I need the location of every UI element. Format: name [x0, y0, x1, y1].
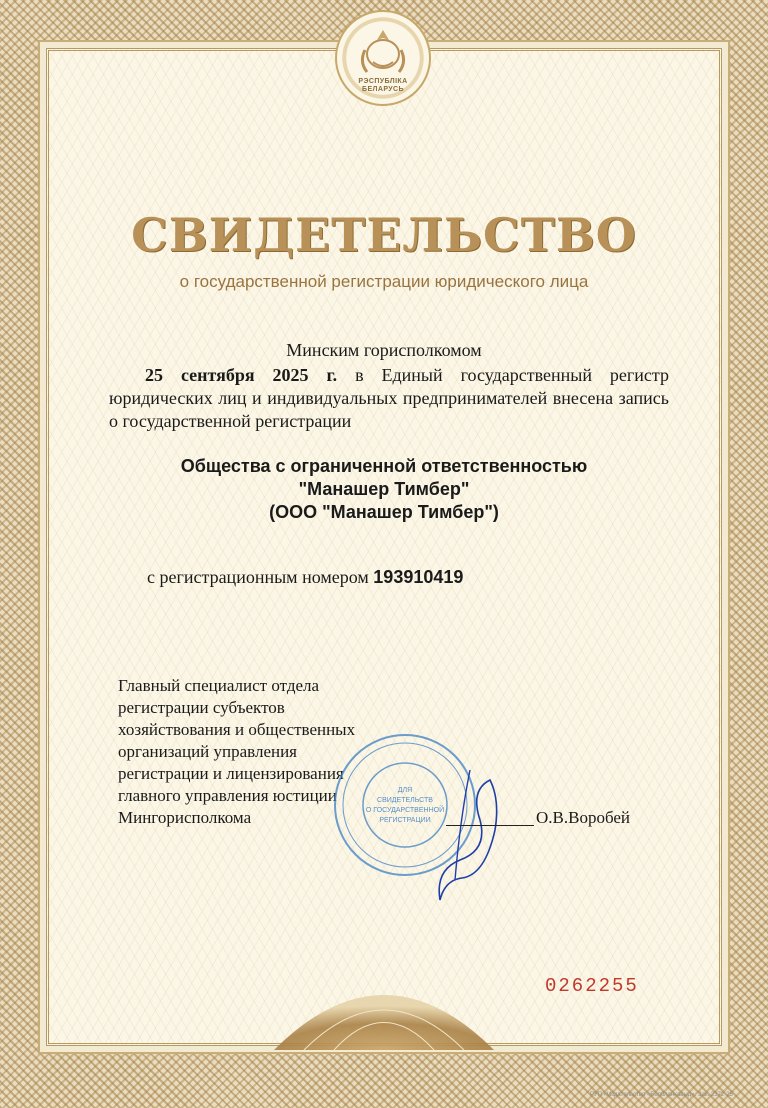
registration-date: 25 сентября 2025 г. — [145, 365, 338, 385]
official-line: главного управления юстиции — [118, 786, 337, 805]
emblem-caption: РЭСПУБЛІКА БЕЛАРУСЬ — [358, 78, 408, 93]
official-line: регистрации субъектов — [118, 698, 285, 717]
decorative-rosette — [264, 950, 504, 1050]
registration-number-label: с регистрационным номером — [147, 567, 369, 587]
registration-number: 193910419 — [373, 567, 464, 587]
registration-text: в Единый государственный регистр юридических лиц и индивидуальных предпринимателей внесена запись о государственной регистрации — [109, 365, 670, 431]
stamp-text-line: СВИДЕТЕЛЬСТВ — [377, 797, 433, 804]
official-line: хозяйствования и общественных — [118, 720, 356, 739]
issuing-authority: Минским горисполкомом — [286, 340, 482, 360]
official-line: регистрации и лицензирования — [118, 764, 344, 783]
printer-note: РУП «Издательство «Белбланкавыд». Зак. 2372-25 — [590, 1092, 733, 1098]
document-subtitle: о государственной регистрации юридического лица — [179, 272, 589, 291]
official-line: Главный специалист отдела — [118, 676, 320, 695]
signature-line — [446, 825, 534, 826]
company-name-block — [0, 455, 768, 524]
handwritten-signature — [397, 760, 520, 910]
company-name: "Манашер Тимбер" — [298, 479, 470, 499]
registration-number-line — [147, 567, 463, 588]
stamp-text-line: РЕГИСТРАЦИИ — [379, 817, 431, 824]
stamp-text-line: ДЛЯ — [397, 787, 413, 794]
company-short-name: (ООО "Манашер Тимбер") — [269, 502, 499, 522]
certificate-body — [46, 48, 722, 1046]
stamp-text-line: О ГОСУДАРСТВЕННОЙ — [365, 807, 445, 814]
official-line: Мингорисполкома — [118, 808, 252, 827]
company-legal-form: Общества с ограниченной ответственностью — [180, 456, 588, 476]
official-line: организаций управления — [118, 742, 298, 761]
document-title: СВИДЕТЕЛЬСТВО — [131, 208, 637, 262]
signer-name: О.В.Воробей — [536, 808, 631, 827]
belarus-coat-of-arms-icon — [335, 10, 431, 106]
serial-number: 0262255 — [545, 975, 639, 997]
registration-statement — [109, 364, 669, 433]
